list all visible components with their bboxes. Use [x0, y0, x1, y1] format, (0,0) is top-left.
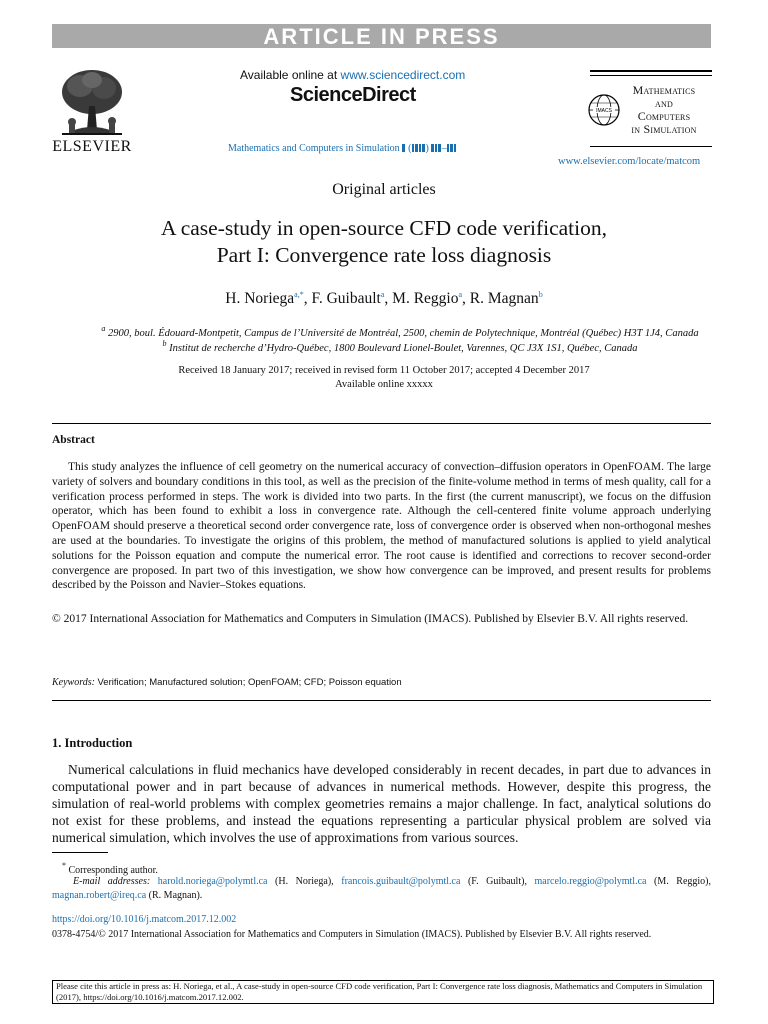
keywords [52, 677, 402, 688]
year-placeholder-icon [412, 143, 426, 154]
email-addresses [52, 875, 711, 903]
available-online-prefix: Available online at [240, 68, 341, 82]
corresponding-text: Corresponding author. [68, 865, 158, 876]
available-online-line [240, 68, 530, 82]
email-link[interactable]: harold.noriega@polymtl.ca [157, 876, 268, 887]
abstract-heading: Abstract [52, 434, 95, 446]
journal-logo-title [614, 84, 714, 136]
journal-logo-rule-top-thin [590, 75, 712, 76]
article-title-line-2: Part I: Convergence rate loss diagnosis [216, 243, 552, 267]
email-owner: (R. Magnan). [146, 890, 203, 901]
author-separator: , [384, 290, 393, 307]
available-online-date: Available online xxxxx [335, 379, 433, 390]
journal-citation-name: Mathematics and Computers in Simulation [228, 143, 400, 154]
abstract-text: This study analyzes the influence of cell geometry on the numerical accuracy of convection–diffusion operators in OpenFOAM. The large variety of solvers and boundary conditions in this tool, as well as the precision of the finite-volume method in terms of mesh quality, call for a verification process performed in steps. The work is divided into two parts. In the first (the current manuscript), we focus on the diffusion operator, which has been found to exhibit a loss in convergence rate. Although the cell-centered finite volume approach underlying OpenFOAM should preserve a theoretical second order convergence rate, loss of convergence order is observed when non-orthogonal meshes are used at the boundaries. To investigate the origins of this problem, the method of manufactured solutions is applied to yield analytical solutions for the Poisson equation and compute the numerical error. The root cause is identified and corrections to recover second-order convergence are proposed. In part two of this investigation, we show how convergence can be improved, and present results for problems described by the Poisson and Navier–Stokes equations. [52, 461, 711, 592]
journal-logo-rule-top [590, 70, 712, 72]
affiliation-key: b [162, 339, 167, 348]
divider [52, 700, 711, 701]
corresponding-mark: * [62, 861, 66, 870]
footnote-rule [52, 852, 108, 853]
author-separator: , [462, 290, 470, 307]
journal-logo-line-1: Mathematics [632, 83, 696, 97]
email-owner: (F. Guibault), [460, 876, 535, 887]
email-link[interactable]: magnan.robert@ireq.ca [52, 890, 147, 901]
email-link[interactable]: marcelo.reggio@polymtl.ca [534, 876, 647, 887]
elsevier-tree-logo [54, 66, 130, 138]
author-affiliation-link[interactable]: a [458, 290, 463, 299]
affiliation-key: a [101, 324, 106, 333]
affiliation-text: Institut de recherche d’Hydro-Québec, 1800 Boulevard Lionel-Boulet, Varennes, QC J3X 1S1, Québec, Canada [169, 343, 638, 354]
section-type: Original articles [332, 181, 436, 198]
author-name: H. Noriega [225, 290, 295, 307]
abstract-body [52, 460, 711, 593]
received-dates: Received 18 January 2017; received in revised form 11 October 2017; accepted 4 December 2017 [178, 365, 590, 376]
author-affiliation-link[interactable]: a [380, 290, 385, 299]
journal-logo-line-4: in Simulation [631, 122, 697, 136]
introduction-body: Numerical calculations in fluid mechanics have developed considerably in recent decades, in part due to advances in computational power and in part because of advances in numerical methods. However, despite this progress, the simulation of real-world problems with complex geometries remains a major challenge. In fact, analytical solutions do not exist for these problems, and instead the equations representing a particular physical problem are solved via numerical simulation, which involves the use of approximations from various sources. [52, 762, 711, 845]
corresponding-author-note [62, 861, 158, 876]
elsevier-wordmark: ELSEVIER [52, 138, 132, 155]
author-separator: , [303, 290, 312, 307]
affiliation-text: 2900, boul. Édouard-Montpetit, Campus de l’Université de Montréal, 2500, chemin de Polytechnique, Montréal (Québec) H3T 1J4, Canada [108, 328, 699, 339]
keywords-label: Keywords: [52, 677, 95, 688]
sciencedirect-wordmark: ScienceDirect [290, 84, 416, 106]
email-owner: (H. Noriega), [267, 876, 342, 887]
page-end-placeholder-icon [447, 143, 458, 154]
email-label: E-mail addresses: [73, 876, 151, 887]
doi-link[interactable]: https://doi.org/10.1016/j.matcom.2017.12.002 [52, 914, 237, 925]
article-title [80, 215, 688, 269]
journal-logo-line-2: and [655, 96, 673, 110]
introduction-heading: 1. Introduction [52, 736, 133, 750]
article-title-line-1: A case-study in open-source CFD code verification, [161, 216, 607, 240]
journal-logo-line-3: Computers [637, 109, 691, 123]
imacs-globe-label: IMACS [596, 108, 612, 114]
author-affiliation-link[interactable]: b [538, 290, 543, 299]
email-owner: (M. Reggio), [646, 876, 711, 887]
affiliation-b [40, 339, 760, 354]
divider [52, 423, 711, 424]
journal-citation-dash: – [441, 143, 447, 154]
abstract-copyright: © 2017 International Association for Mathematics and Computers in Simulation (IMACS). Published by Elsevier B.V. All rights reserved. [52, 613, 689, 625]
author-name: R. Magnan [469, 290, 539, 307]
author-name: F. Guibault [311, 290, 381, 307]
keywords-values: Verification; Manufactured solution; OpenFOAM; CFD; Poisson equation [97, 677, 402, 688]
journal-logo-rule-bottom [590, 146, 712, 147]
sciencedirect-link[interactable]: www.sciencedirect.com [340, 68, 466, 82]
issn-copyright-line: 0378-4754/© 2017 International Association for Mathematics and Computers in Simulation (IMACS). Published by Elsevier B.V. All rights reserved. [52, 929, 652, 940]
author-name: M. Reggio [392, 290, 459, 307]
author-affiliation-link[interactable]: a [294, 290, 298, 299]
corresponding-author-link[interactable]: * [299, 290, 304, 299]
journal-homepage-link[interactable]: www.elsevier.com/locate/matcom [558, 156, 701, 167]
citation-box: Please cite this article in press as: H. Noriega, et al., A case-study in open-source CFD code verification, Part I: Convergence rate loss diagnosis, Mathematics and Computers in Simulation (2017), https://doi.org/10.1016/j.matcom.2017.12.002. [52, 980, 714, 1004]
journal-citation-close: ) [425, 143, 432, 154]
article-in-press-banner: ARTICLE IN PRESS [52, 24, 711, 48]
journal-citation[interactable] [228, 143, 528, 154]
journal-citation-open: ( [405, 143, 412, 154]
affiliation-a [40, 324, 760, 339]
page-start-placeholder-icon [431, 143, 442, 154]
author-list: H. Noriega$^{a,*}$, F. Guibault$^a$, M. Reggio$^a$, R. Magnan$^b$ [225, 290, 543, 307]
email-link[interactable]: francois.guibault@polymtl.ca [341, 876, 461, 887]
